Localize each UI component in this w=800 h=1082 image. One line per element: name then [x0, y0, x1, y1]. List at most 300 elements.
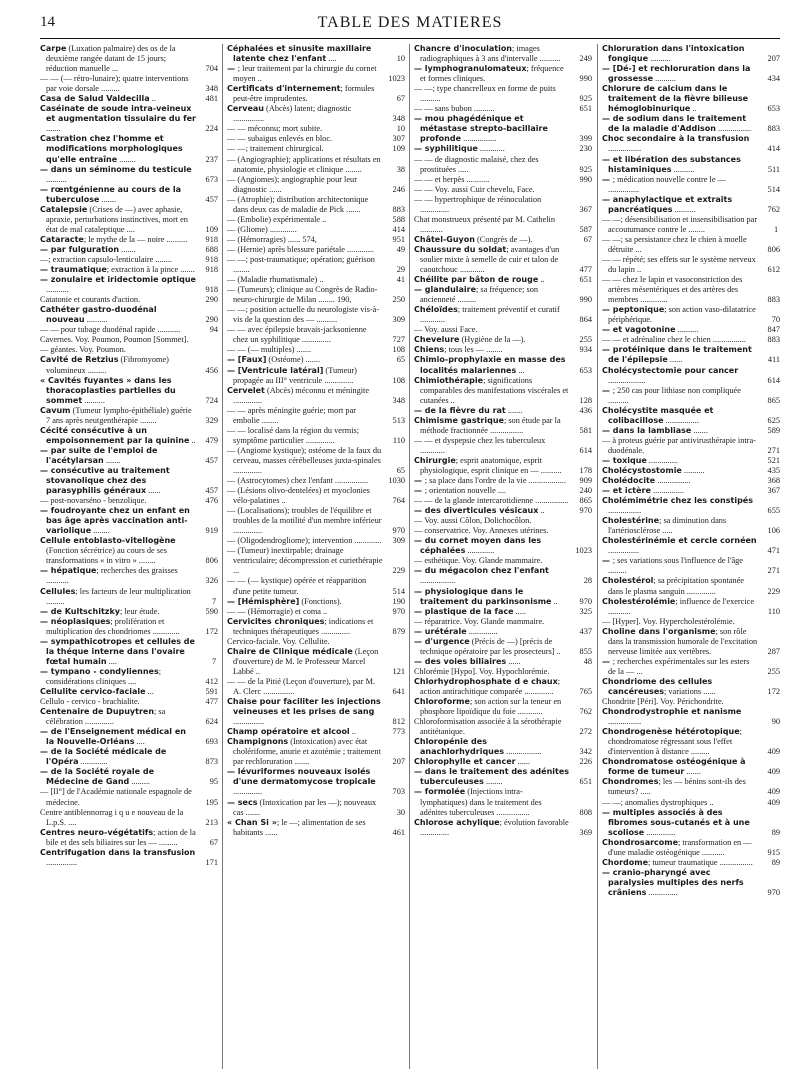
entry-text: — — sans bubon .......... [414, 104, 495, 114]
entry-text: Cellulite cervico-faciale ... [40, 687, 154, 696]
entry-text: — cranio-pharyngé avec paralysies multiples des nerfs crâniens .............. [602, 867, 744, 897]
entry-text: Cholécystite masquée et colibacillose ................ [602, 405, 714, 425]
index-entry [602, 536, 780, 556]
entry-text: — peptonique; son action vaso-dilatatrice périphérique. [602, 305, 756, 325]
index-entry [227, 677, 405, 697]
index-entry [227, 285, 405, 305]
entry-text: Cerveau (Abcès) latent; diagnostic ............... [227, 104, 352, 124]
index-entry [414, 235, 592, 245]
entry-text: Chlorure de calcium dans le traitement de la fièvre bilieuse hémoglobinurique .. [602, 84, 749, 114]
entry-page-ref: 10 [396, 54, 405, 64]
index-entry [40, 707, 218, 727]
entry-text: — rœntgénienne au cours de la tuberculose ....... [40, 184, 182, 204]
entry-text: — traumatique; extraction à la pince ....... [40, 265, 195, 275]
entry-page-ref: 110 [767, 606, 780, 616]
page-header [40, 14, 780, 36]
index-entry [414, 496, 592, 506]
entry-text: — géantes. Voy. Poumon. [40, 345, 126, 355]
index-entry: — —; désensibilisation et insensibilisation par accoutumance contre le ........ 1 [602, 214, 779, 234]
index-entry [602, 858, 780, 868]
entry-page-ref: 704 [205, 64, 218, 74]
index-entry [40, 355, 218, 375]
entry-text: Chimisme gastrique; son étude par la méthode fractionnée ................ [414, 415, 561, 435]
index-entry [227, 798, 405, 818]
index-entry [414, 185, 592, 195]
entry-text: Chordome; tumeur traumatique ................ [602, 857, 753, 867]
entry-text: — conservatrice. Voy. Annexes utérines. [414, 526, 549, 536]
entry-text: — de la Société médicale de l'Opéra ............. [40, 747, 167, 767]
index-entry [40, 496, 218, 506]
entry-text: — (Tumeur) inextirpable; drainage ventriculaire; décompression et curiethérapie ... [227, 546, 383, 576]
entry-page-ref: 106 [767, 526, 780, 536]
entry-page-ref: 765 [579, 687, 592, 696]
entry-page-ref: 918 [205, 234, 218, 244]
entry-text: Chaise pour faciliter les injections veineuses et les prises de sang ............... [227, 697, 381, 727]
index-column-3 [414, 44, 592, 1074]
index-entry [414, 607, 592, 617]
index-entry [227, 697, 405, 727]
index-entry [40, 335, 218, 345]
index-entry [227, 536, 405, 546]
entry-text: — ; médication nouvelle contre le — ............... [602, 174, 726, 194]
entry-text: — [II°] de l'Académie nationale espagnole de médecine. [40, 787, 192, 807]
entry-page-ref: 587 [579, 224, 592, 234]
entry-text: Carpe (Luxation palmaire) des os de la deuxième rangée datant de 15 jours; réduction manuelle ... [40, 44, 176, 74]
entry-page-ref: 368 [767, 476, 780, 486]
index-entry [227, 305, 405, 325]
entry-page-ref: 641 [392, 687, 405, 696]
index-entry [414, 155, 592, 175]
entry-page-ref: 207 [392, 757, 405, 767]
index-entry [227, 617, 405, 637]
index-entry [602, 697, 780, 707]
index-column-1 [40, 44, 218, 1074]
index-entry [40, 536, 218, 566]
index-entry [414, 667, 592, 677]
index-entry [602, 134, 780, 154]
index-entry [40, 466, 218, 496]
index-entry [602, 486, 780, 496]
entry-text: — lévuriformes nouveaux isolés d'une dermatomycose tropicale .............. [227, 767, 376, 797]
entry-text: — — avec épilepsie bravais-jacksonienne chez un syphilitique .............. [227, 325, 367, 345]
entry-page-ref: 399 [579, 134, 592, 144]
entry-page-ref: 808 [579, 807, 592, 817]
index-entry [414, 697, 592, 717]
entry-text: — —; anomalies dystrophiques .. [602, 797, 714, 807]
entry-text: — et libération des substances histaminiques .......... [602, 154, 741, 174]
entry-text: —; extraction capsulo-lenticulaire ........ [40, 254, 173, 264]
index-entry [602, 627, 780, 657]
index-entry [227, 647, 405, 677]
entry-text: — — localisé dans la région du vermis; symptôme particulier .............. [227, 425, 360, 445]
index-entry [227, 255, 405, 275]
entry-page-ref: 612 [767, 265, 780, 275]
entry-page-ref: 207 [767, 54, 780, 64]
entry-page-ref: 581 [579, 425, 592, 435]
entry-page-ref: 28 [583, 576, 592, 586]
entry-page-ref: 970 [579, 506, 592, 516]
entry-text: Cavernes. Voy. Poumon, Poumon [Sommet]. [40, 335, 189, 345]
entry-page-ref: 409 [767, 797, 780, 807]
entry-text: — ; ses variations sous l'influence de l'âge ......... [602, 556, 743, 576]
entry-page-ref: 990 [579, 295, 592, 305]
index-entry [40, 305, 218, 325]
entry-text: — (Embolie) expérimentale .. [227, 214, 327, 224]
entry-text: Chéilite par bâton de rouge .. [414, 275, 545, 285]
entry-text: Chlorémie [Hypo]. Voy. Hypochlorémie. [414, 666, 550, 676]
entry-page-ref: 89 [771, 857, 780, 867]
entry-page-ref: 883 [767, 124, 780, 134]
entry-page-ref: 883 [767, 295, 780, 305]
entry-text: « Chan Si »; le —; alimentation de ses habitants ...... [227, 817, 366, 837]
entry-text: Cholémimétrie chez les constipés ................ [602, 496, 753, 516]
index-entry [414, 818, 592, 838]
entry-text: Chlorose achylique; évolution favorable .............. [414, 817, 569, 837]
entry-text: — sympathicotropes et cellules de la théque interne dans l'ovaire fœtal humain .... [40, 636, 195, 666]
index-entry [414, 406, 592, 416]
index-entry [40, 134, 218, 164]
entry-page-ref: 456 [205, 365, 218, 375]
index-entry [40, 245, 218, 255]
entry-page-ref: 435 [767, 465, 780, 475]
index-entry [414, 245, 592, 275]
index-entry [40, 697, 218, 707]
index-entry [414, 556, 592, 566]
entry-page-ref: 970 [392, 606, 405, 616]
entry-page-ref: 90 [771, 717, 780, 727]
entry-text: — mou phagédénique et métastase strepto-bacillaire profonde ................ [414, 114, 548, 144]
entry-page-ref: 614 [579, 445, 592, 455]
entry-text: Chondrite [Péri]. Voy. Périchondrite. [602, 697, 724, 707]
index-entry [602, 325, 780, 335]
entry-text: Chloroformisation associée à la sérothérapie antitétanique. [414, 717, 562, 737]
entry-page-ref: 970 [767, 887, 780, 897]
index-entry [40, 727, 218, 747]
index-entry [227, 195, 405, 215]
entry-page-ref: 326 [205, 576, 218, 586]
index-entry [227, 366, 405, 386]
entry-text: — —; position actuelle du neurologiste vis-à-vis de la question des — .......... [227, 305, 380, 325]
entry-text: Céphalées et sinusite maxillaire latente chez l'enfant .... [227, 44, 372, 64]
entry-page-ref: 367 [579, 204, 592, 214]
entry-text: — — chez le lapin et vasoconstriction des artères mésentériques et des artères des membres ............. [602, 275, 743, 305]
index-entry [227, 275, 405, 285]
index-entry [40, 345, 218, 355]
index-entry [602, 275, 780, 305]
entry-text: — de la fièvre du rat ....... [414, 405, 523, 415]
entry-text: — — et adrénaline chez le chien ................ [602, 335, 746, 345]
index-entry [227, 426, 405, 446]
index-entry [414, 416, 592, 436]
entry-text: — (Angiome kystique); ostéome de la faux du cerveau, masses cérébelleuses juxta-spinales .............. [227, 445, 382, 475]
entry-page-ref: 915 [767, 847, 780, 857]
index-entry [227, 637, 405, 647]
entry-text: Cellule entoblasto-vitellogène (Fonction sécrétrice) au cours de ses transformations « in vitro » ........ [40, 536, 176, 566]
index-entry [414, 737, 592, 757]
index-entry [602, 84, 780, 114]
entry-page-ref: 195 [205, 797, 218, 807]
entry-text: — —; type chancrelleux en forme de puits .......... [414, 84, 556, 104]
entry-page-ref: 773 [392, 727, 405, 737]
entry-page-ref: 511 [767, 164, 780, 174]
entry-page-ref: 457 [205, 194, 218, 204]
index-entry [40, 787, 218, 807]
entry-page-ref: 918 [205, 265, 218, 275]
entry-page-ref: 290 [205, 315, 218, 325]
index-entry [40, 506, 218, 536]
entry-text: — — de la glande intercarotidienne ................ [414, 496, 569, 506]
entry-page-ref: 329 [205, 415, 218, 425]
entry-page-ref: 970 [579, 596, 592, 606]
index-entry [414, 617, 592, 627]
index-entry [40, 607, 218, 617]
index-entry [602, 838, 780, 858]
entry-text: Cholestérinémie et cercle cornéen ............... [602, 536, 757, 556]
index-entry [414, 767, 592, 787]
index-entry [414, 587, 592, 607]
page-title: TABLE DES MATIERES [317, 14, 503, 31]
index-entry [227, 576, 405, 596]
entry-text: Cécité consécutive à un empoisonnement par la quinine .. [40, 425, 196, 445]
entry-text: — d'urgence (Précis de —) [précis de technique opératoire par les prosecteurs] .. [414, 636, 561, 656]
entry-page-ref: 409 [767, 747, 780, 757]
index-entry [227, 124, 405, 134]
entry-text: Cathéter gastro-duodénal nouveau .......... [40, 305, 157, 325]
index-entry [227, 607, 405, 617]
index-entry [227, 245, 405, 255]
entry-text: Chaire de Clinique médicale (Leçon d'ouverture) de M. le Professeur Marcel Labbé .. [227, 646, 379, 676]
entry-page-ref: 934 [579, 345, 592, 355]
index-entry [602, 597, 780, 617]
index-entry [227, 727, 405, 737]
entry-text: — et vagotonine .......... [602, 325, 699, 335]
entry-text: Chondrodystrophie et nanisme ................ [602, 707, 742, 727]
entry-text: — néoplasiques; prolifération et multiplication des chondriomes ............. [40, 616, 180, 636]
entry-text: — (Atrophie); distribution architectonique dans deux cas de maladie de Pick ....... [227, 194, 369, 214]
index-entry [602, 335, 780, 345]
entry-page-ref: 909 [579, 476, 592, 486]
index-entry [40, 265, 218, 275]
entry-page-ref: 762 [767, 204, 780, 214]
entry-text: — — Voy. aussi Cuir chevelu, Face. [414, 184, 535, 194]
entry-page-ref: 409 [767, 787, 780, 797]
entry-page-ref: 806 [767, 244, 780, 254]
entry-text: — (Maladie rhumatismale) .. [227, 275, 324, 285]
entry-text: — esthétique. Voy. Glande mammaire. [414, 556, 543, 566]
entry-text: Castration chez l'homme et modifications morphologiques qu'elle entraîne ........ [40, 134, 183, 164]
entry-page-ref: 693 [205, 737, 218, 747]
entry-page-ref: 369 [579, 827, 592, 837]
entry-page-ref: 990 [579, 174, 592, 184]
index-entry [40, 275, 218, 295]
entry-text: — — après méningite guérie; mort par embolie ........ [227, 405, 357, 425]
column-divider [222, 44, 223, 1069]
index-entry [602, 727, 780, 757]
index-entry [414, 436, 592, 456]
entry-page-ref: 178 [579, 465, 592, 475]
entry-page-ref: 655 [767, 506, 780, 516]
index-entry [414, 486, 592, 496]
index-entry [414, 114, 592, 144]
index-entry [414, 275, 592, 285]
entry-page-ref: 287 [767, 646, 780, 656]
entry-page-ref: 477 [579, 265, 592, 275]
entry-page-ref: 479 [205, 435, 218, 445]
entry-text: — de la Société royale de Médecine de Gand ......... [40, 767, 155, 787]
entry-text: — [Ventricule latéral] (Tumeur) propagée au III° ventricule .............. [227, 365, 357, 385]
entry-text: — par fulguration ....... [40, 244, 136, 254]
index-entry [227, 345, 405, 355]
entry-page-ref: 614 [767, 375, 780, 385]
index-entry [602, 798, 780, 808]
entry-page-ref: 436 [579, 405, 592, 415]
entry-page-ref: 476 [205, 496, 218, 506]
entry-page-ref: 727 [392, 335, 405, 345]
index-entry [414, 64, 592, 84]
entry-page-ref: 110 [392, 435, 405, 445]
index-entry [227, 325, 405, 345]
entry-page-ref: 348 [205, 84, 218, 94]
entry-text: — réparatrice. Voy. Glande mammaire. [414, 616, 545, 626]
entry-page-ref: 342 [579, 747, 592, 757]
index-entry [602, 366, 780, 386]
entry-page-ref: 625 [767, 415, 780, 425]
entry-page-ref: 70 [771, 315, 780, 325]
entry-text: — (Oligodendrogliome); intervention ............. [227, 536, 382, 546]
entry-page-ref: 918 [205, 254, 218, 264]
entry-text: — (Localisations); troubles de l'équilibre et troubles de la motilité d'un membre inférieur .............. [227, 506, 382, 536]
index-entry [602, 426, 780, 436]
index-entry [227, 386, 405, 406]
entry-text: Cholécystectomie pour cancer .................. [602, 365, 739, 385]
entry-page-ref: 38 [396, 164, 405, 174]
entry-text: — — hypertrophique de réinoculation .............. [414, 194, 542, 214]
index-column-2 [227, 44, 405, 1074]
index-entry [414, 195, 592, 215]
index-entry [414, 516, 592, 526]
entry-text: — dans la lambliase ....... [602, 425, 708, 435]
index-entry [40, 667, 218, 687]
index-entry [602, 868, 780, 898]
entry-page-ref: 651 [579, 104, 592, 114]
entry-text: Catatonie et courants d'action. [40, 295, 141, 305]
entry-page-ref: 688 [205, 244, 218, 254]
entry-text: Chloroforme; son action sur la teneur en phosphore lipoïdique du foie ............ [414, 697, 562, 717]
entry-page-ref: 94 [209, 325, 218, 335]
entry-text: Chancre d'inoculation; images radiographiques à 3 ans d'intervalle .......... [414, 44, 561, 64]
entry-page-ref: 255 [579, 335, 592, 345]
index-entry [40, 828, 218, 848]
entry-page-ref: 918 [205, 285, 218, 295]
entry-page-ref: 855 [579, 646, 592, 656]
entry-page-ref: 108 [392, 375, 405, 385]
index-entry [227, 767, 405, 797]
index-entry [40, 44, 218, 74]
entry-text: — [Hyper]. Voy. Hypercholestérolémie. [602, 616, 735, 626]
entry-page-ref: 514 [767, 184, 780, 194]
index-entry [414, 285, 592, 305]
entry-page-ref: 437 [579, 626, 592, 636]
entry-page-ref: 172 [205, 626, 218, 636]
entry-page-ref: 109 [392, 144, 405, 154]
entry-text: — (Astrocytomes) chez l'enfant ................ [227, 476, 369, 486]
entry-page-ref: 249 [579, 54, 592, 64]
index-entry [602, 777, 780, 797]
entry-page-ref: 1023 [575, 546, 592, 556]
entry-page-ref: 873 [205, 757, 218, 767]
entry-text: Choc secondaire à la transfusion ................ [602, 134, 750, 154]
entry-text: Certificats d'internement; formules peut-être imprudentes. [227, 84, 375, 104]
index-entry [414, 627, 592, 637]
entry-text: Cellulo - cervico - brachialite. [40, 697, 140, 707]
entry-text: — — pour tubage duodénal rapide ........... [40, 325, 181, 335]
entry-page-ref: 409 [767, 767, 780, 777]
entry-page-ref: 762 [579, 707, 592, 717]
index-entry [40, 94, 218, 104]
entry-text: — des diverticules vésicaux .. [414, 506, 545, 516]
entry-text: Chondriome des cellules cancéreuses; variations ...... [602, 676, 716, 696]
index-entry [602, 44, 780, 64]
entry-page-ref: 250 [392, 295, 405, 305]
entry-page-ref: 67 [396, 94, 405, 104]
entry-page-ref: 513 [392, 415, 405, 425]
index-entry [40, 325, 218, 335]
entry-page-ref: 590 [205, 606, 218, 616]
index-entry [40, 255, 218, 265]
entry-page-ref: 477 [205, 697, 218, 707]
entry-text: — — (Hémorragie) et coma .. [227, 606, 328, 616]
index-entry [602, 436, 780, 456]
entry-page-ref: 925 [579, 164, 592, 174]
entry-page-ref: 65 [396, 355, 405, 365]
entry-page-ref: 703 [392, 787, 405, 797]
header-rule [40, 38, 780, 39]
entry-text: — — de diagnostic malaisé, chez des prostituées ..... [414, 154, 539, 174]
index-entry [414, 757, 592, 767]
index-entry [414, 144, 592, 154]
entry-text: — ; 250 cas pour lithiase non compliquée .......... [602, 385, 741, 405]
entry-page-ref: 348 [392, 114, 405, 124]
entry-page-ref: 883 [392, 204, 405, 214]
entry-text: — ; orientation nouvelle .... [414, 486, 507, 496]
entry-text: — (Angiographie); applications et résultats en anatomie, physiologie et clinique ........ [227, 154, 381, 174]
entry-text: — de l'Enseignement médical en la Nouvelle-Orléans .... [40, 727, 186, 747]
entry-page-ref: 65 [396, 465, 405, 475]
index-entry [227, 597, 405, 607]
index-entry [602, 175, 780, 195]
entry-page-ref: 864 [579, 315, 592, 325]
index-entry [602, 757, 780, 777]
entry-page-ref: 414 [767, 144, 780, 154]
entry-page-ref: 224 [205, 124, 218, 134]
index-entry [227, 476, 405, 486]
entry-page-ref: 951 [392, 234, 405, 244]
entry-page-ref: 847 [767, 325, 780, 335]
entry-page-ref: 309 [392, 315, 405, 325]
entry-text: — [Faux] (Ostéome) ....... [227, 355, 321, 365]
index-entry [40, 808, 218, 828]
entry-page-ref: 624 [205, 717, 218, 727]
index-entry [40, 747, 218, 767]
entry-page-ref: 990 [579, 74, 592, 84]
index-entry [602, 556, 780, 576]
entry-page-ref: 172 [767, 687, 780, 696]
index-entry [227, 225, 405, 235]
entry-text: Casa de Salud Valdecilla .. [40, 94, 156, 104]
index-entry [40, 446, 218, 466]
index-entry [227, 155, 405, 175]
entry-text: — lymphogranulomateux; fréquence et formes cliniques. [414, 64, 564, 84]
